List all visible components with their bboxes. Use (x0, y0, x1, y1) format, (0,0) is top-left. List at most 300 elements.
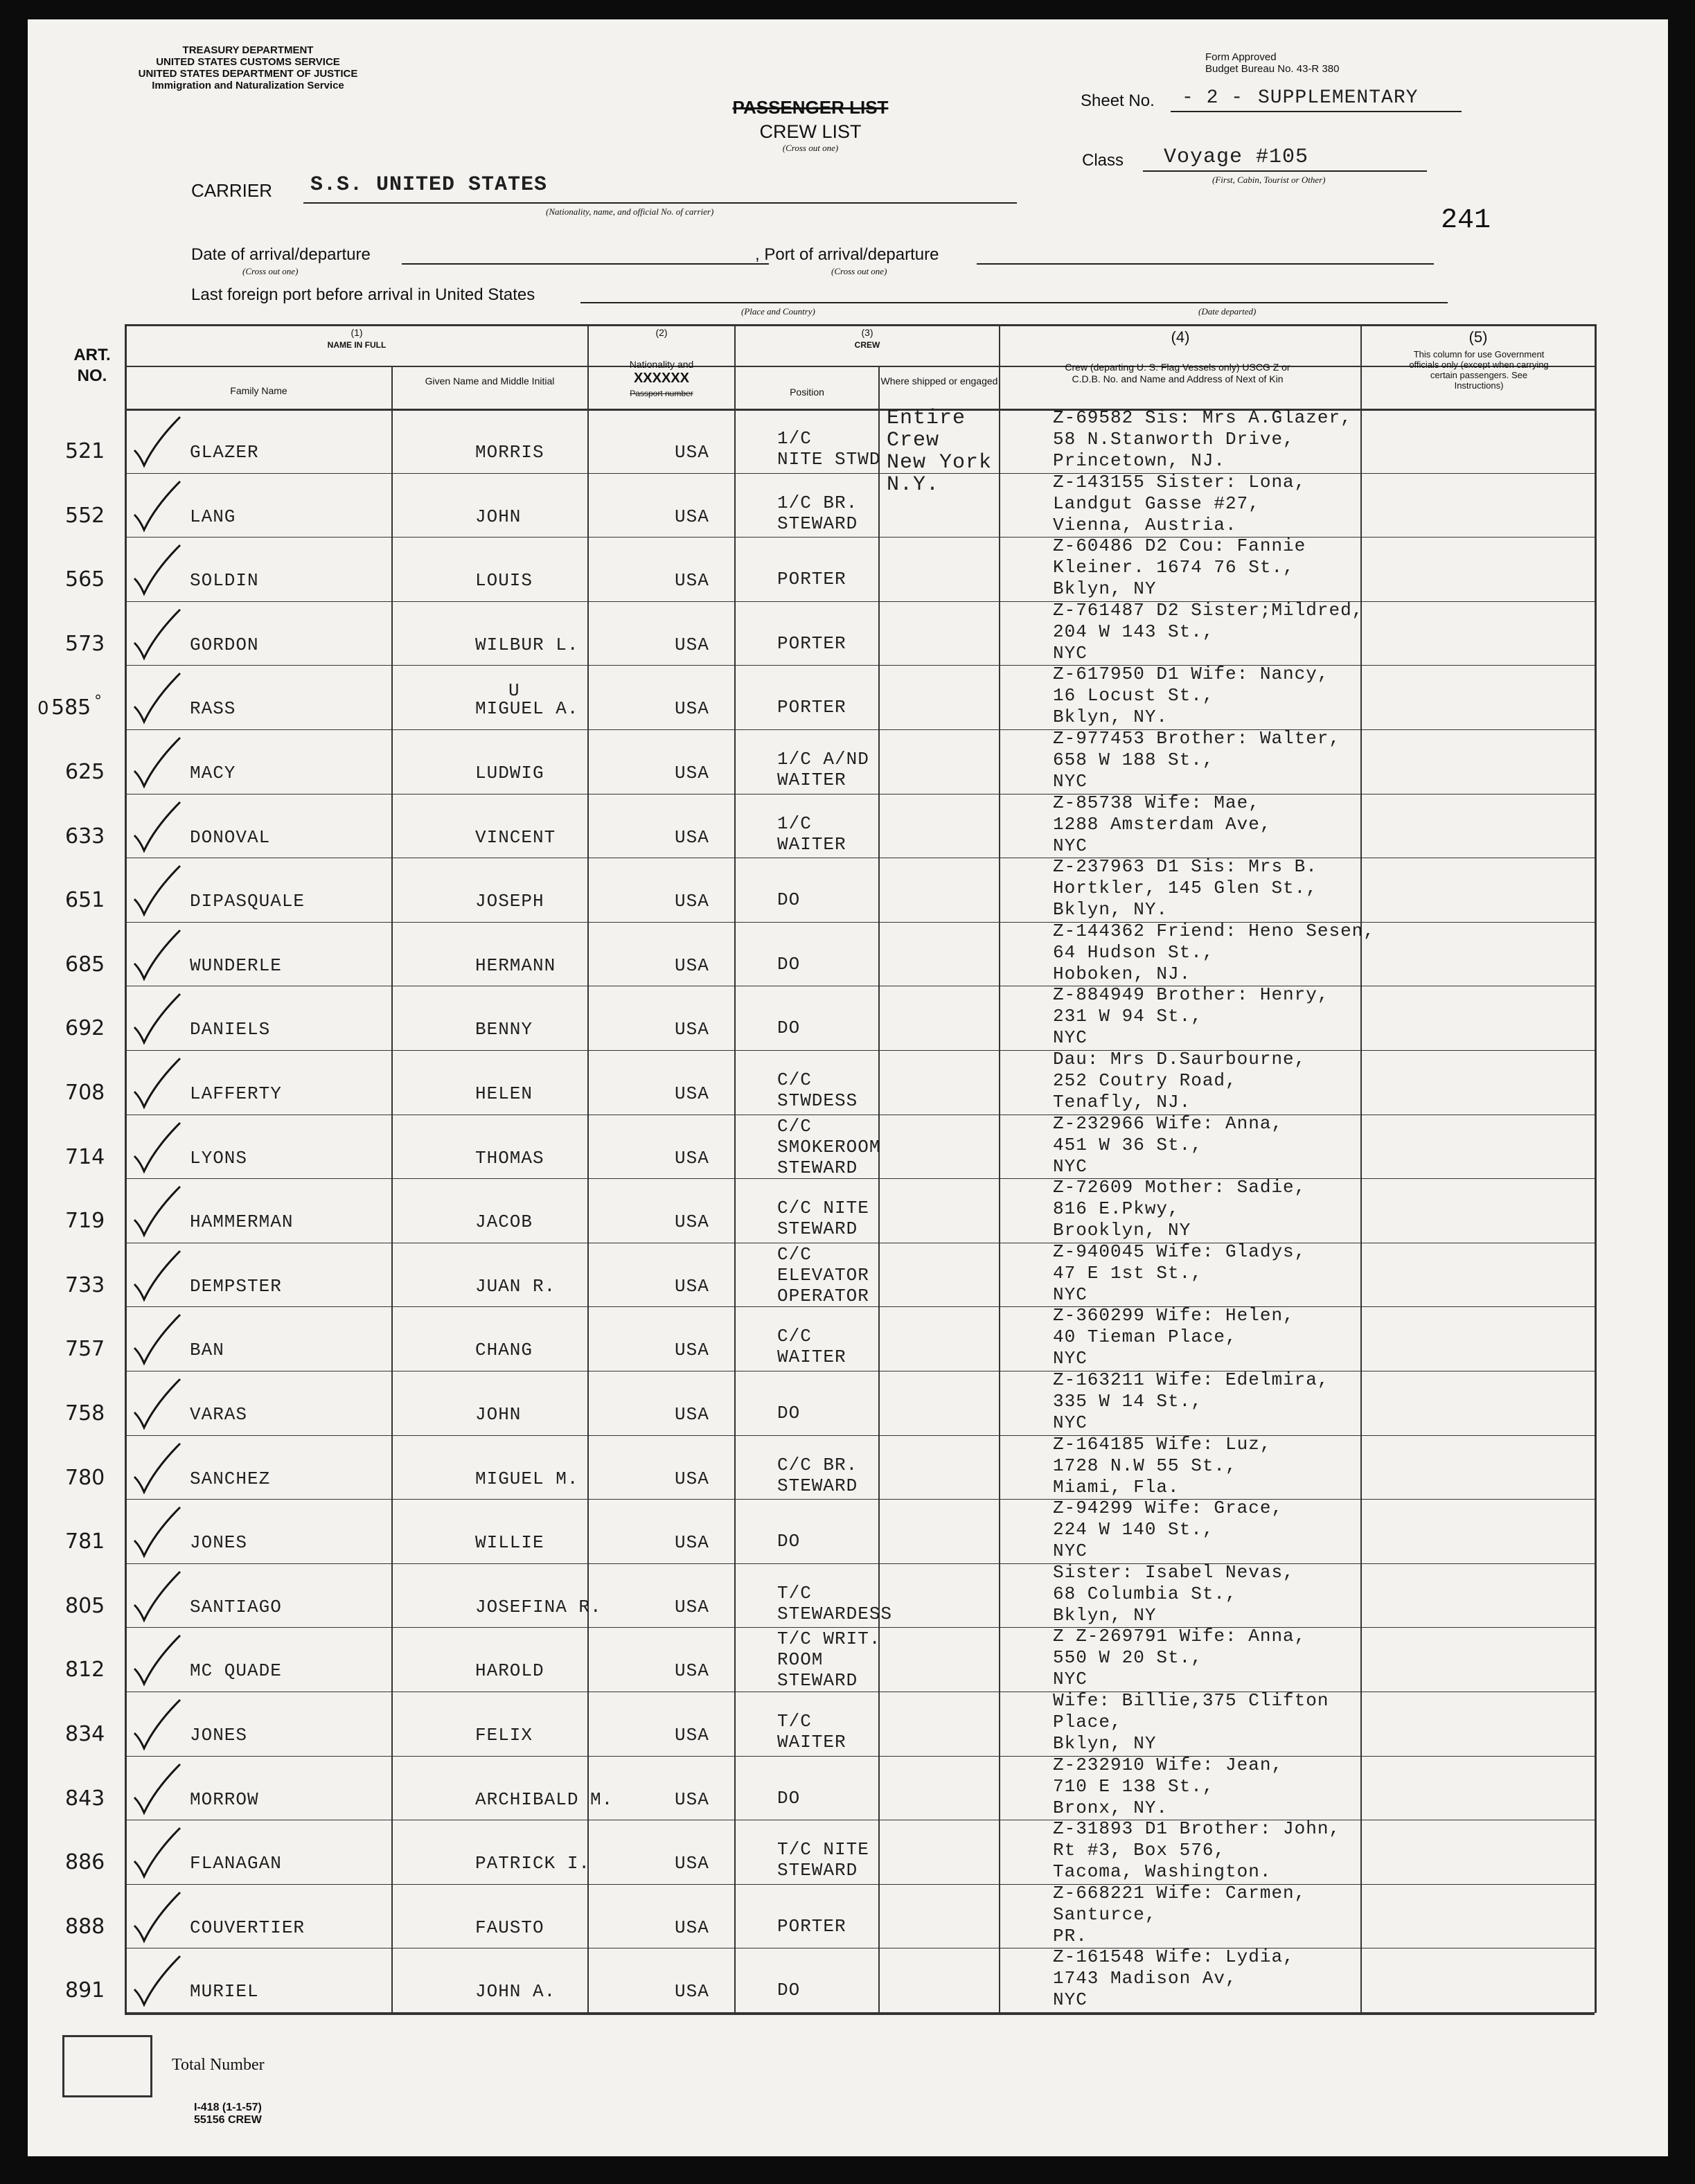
nationality: USA (675, 1660, 709, 1682)
sheet-label: Sheet No. (1081, 91, 1155, 110)
next-of-kin-line: 68 Columbia St., (1053, 1583, 1237, 1604)
nationality: USA (675, 1083, 709, 1104)
family-name: VARAS (190, 1404, 248, 1425)
position-line: T/C (777, 1711, 812, 1732)
next-of-kin-line: Z-143155 Sister: Lona, (1053, 471, 1306, 492)
total-number-label: Total Number (172, 2056, 265, 2074)
next-of-kin (1053, 1113, 1283, 1178)
family-name: WUNDERLE (190, 955, 282, 976)
position-line: STEWARD (777, 513, 858, 534)
next-of-kin-line: Hortkler, 145 Glen St., (1053, 878, 1317, 899)
form-approved (1205, 51, 1339, 75)
art-number: 565 (65, 567, 105, 592)
nationality: USA (675, 1211, 709, 1233)
list-title-block (720, 97, 900, 154)
next-of-kin-line: Wife: Billie,375 Clifton (1053, 1690, 1329, 1711)
art-no-header: ART. NO. (73, 346, 111, 385)
family-name: MC QUADE (190, 1660, 282, 1682)
next-of-kin-line: Z-977453 Brother: Walter, (1053, 728, 1341, 749)
engaged-line: New York (887, 451, 993, 474)
art-number: 714 (65, 1144, 105, 1169)
place-note: (Place and Country) (741, 306, 815, 317)
next-of-kin-line: NYC (1053, 1541, 1088, 1562)
next-of-kin-line: Z-31893 D1 Brother: John, (1053, 1818, 1341, 1840)
crew-list-title: CREW LIST (759, 121, 862, 142)
check-mark-icon (130, 671, 186, 726)
position (777, 1244, 869, 1306)
next-of-kin-line: NYC (1053, 1027, 1088, 1049)
position-line: STWDESS (777, 1090, 858, 1111)
position-header: Position (790, 387, 824, 398)
col2-number: (2) (655, 327, 668, 338)
next-of-kin (1053, 1241, 1306, 1306)
next-of-kin (1053, 407, 1352, 472)
nationality: USA (675, 826, 709, 848)
position (777, 633, 846, 654)
given-name: VINCENT (475, 826, 556, 848)
next-of-kin-line: Z-617950 D1 Wife: Nancy, (1053, 664, 1329, 685)
check-mark-icon (130, 1633, 186, 1688)
nationality: USA (675, 1147, 709, 1169)
given-name: CHANG (475, 1340, 533, 1361)
art-number: 757 (65, 1337, 105, 1362)
position-line: DO (777, 889, 801, 911)
given-name: LUDWIG (475, 763, 544, 783)
given-name: HELEN (475, 1083, 533, 1104)
next-of-kin-line: 231 W 94 St., (1053, 1006, 1203, 1027)
family-name: LAFFERTY (190, 1083, 282, 1104)
family-name-header: Family Name (230, 385, 287, 396)
next-of-kin-line: Tacoma, Washington. (1053, 1861, 1272, 1883)
nationality: USA (675, 698, 709, 720)
given-name: JOSEPH (475, 891, 544, 912)
position (777, 749, 869, 790)
next-of-kin-line: Z Z-269791 Wife: Anna, (1053, 1626, 1306, 1647)
check-mark-icon (130, 479, 186, 534)
position (777, 1018, 800, 1038)
art-number-suffix: ° (94, 693, 102, 711)
next-of-kin-line: Sister: Isabel Nevas, (1053, 1561, 1295, 1583)
art-number-prefix: 0 (37, 698, 49, 720)
nationality: USA (675, 955, 709, 976)
family-name: GORDON (190, 634, 259, 655)
art-number: 843 (65, 1786, 105, 1811)
next-of-kin-line: Z-237963 D1 Sis: Mrs B. (1053, 856, 1317, 878)
next-of-kin (1053, 1498, 1283, 1562)
next-of-kin-line: Bklyn, NY. (1053, 707, 1169, 728)
col5-number: (5) (1468, 328, 1488, 346)
art-number: 891 (65, 1978, 105, 2003)
position-line: PORTER (777, 569, 846, 590)
next-of-kin-line: Z-761487 D2 Sister;Mildred, (1053, 599, 1364, 621)
position (777, 1455, 858, 1496)
given-name: JUAN R. (475, 1275, 556, 1297)
agencies-block (82, 44, 414, 91)
nationality: USA (675, 763, 709, 783)
position-line: NITE STWD (777, 449, 881, 470)
next-of-kin (1053, 1626, 1306, 1690)
check-mark-icon (130, 1312, 186, 1367)
next-of-kin-line: 16 Locust St., (1053, 685, 1214, 707)
position-line: C/C (777, 1326, 812, 1347)
given-name-header: Given Name and Middle Initial (425, 375, 555, 387)
next-of-kin-line: 40 Tieman Place, (1053, 1326, 1237, 1348)
next-of-kin-line: 1743 Madison Av, (1053, 1968, 1237, 1989)
position-line: STEWARDESS (777, 1603, 893, 1624)
form-id-block (194, 2102, 262, 2127)
position-line: WAITER (777, 1347, 846, 1368)
next-of-kin-line: NYC (1053, 1412, 1088, 1433)
next-of-kin-line: 1288 Amsterdam Ave, (1053, 813, 1272, 835)
next-of-kin (1053, 1434, 1271, 1498)
family-name: MORROW (190, 1788, 259, 1810)
art-number: 834 (65, 1722, 105, 1746)
art-number: 585 (51, 695, 91, 720)
sheet-value: - 2 - (1182, 87, 1244, 109)
budget-bureau-line: Budget Bureau No. 43-R 380 (1205, 63, 1340, 75)
next-of-kin-line: Z-884949 Brother: Henry, (1053, 984, 1329, 1006)
family-name: JONES (190, 1532, 248, 1554)
last-port-label: Last foreign port before arrival in United States (191, 285, 535, 304)
class-value: Voyage #105 (1164, 145, 1309, 169)
art-number: 625 (65, 760, 105, 784)
nationality: USA (675, 1853, 709, 1874)
art-number: 651 (65, 888, 105, 913)
col1-number: (1) (350, 327, 363, 338)
cross-out-note: (Cross out one) (782, 143, 839, 153)
nationality: USA (675, 1340, 709, 1361)
nationality: USA (675, 442, 709, 463)
next-of-kin (1053, 1562, 1295, 1626)
date-note: (Cross out one) (242, 266, 299, 276)
art-number: 805 (65, 1593, 105, 1618)
art-number: 573 (65, 631, 105, 656)
date-departed-note: (Date departed) (1198, 306, 1257, 317)
next-of-kin-line: Z-161548 Wife: Lydia, (1053, 1946, 1295, 1968)
class-note: (First, Cabin, Tourist or Other) (1212, 175, 1326, 185)
next-of-kin (1053, 1305, 1295, 1369)
family-name: LYONS (190, 1147, 248, 1169)
family-name: DANIELS (190, 1019, 271, 1040)
position-line: DO (777, 1018, 801, 1039)
check-mark-icon (130, 1056, 186, 1111)
next-of-kin-line: NYC (1053, 1155, 1088, 1177)
next-of-kin (1053, 472, 1306, 536)
position (777, 569, 846, 589)
next-of-kin (1053, 600, 1363, 664)
passenger-list-struck: PASSENGER LIST (732, 97, 889, 118)
position-line: DO (777, 1531, 801, 1552)
next-of-kin-line: Z-60486 D2 Cou: Fannie (1053, 535, 1306, 557)
carrier-label: CARRIER (191, 180, 273, 201)
check-mark-icon (130, 863, 186, 918)
carrier-value: S.S. UNITED STATES (310, 173, 548, 197)
next-of-kin-line: Miami, Fla. (1053, 1476, 1180, 1498)
next-of-kin-line: Z-163211 Wife: Edelmira, (1053, 1369, 1329, 1390)
next-of-kin (1053, 1049, 1306, 1113)
port-label: , Port of arrival/departure (755, 245, 939, 264)
engaged-line: N.Y. (887, 473, 940, 497)
port-note: (Cross out one) (831, 266, 887, 276)
position-line: DO (777, 1980, 801, 2001)
check-mark-icon (130, 1504, 186, 1560)
position (777, 1198, 869, 1239)
nationality: USA (675, 634, 709, 655)
position-line: STEWARD (777, 1218, 858, 1240)
document-page (28, 19, 1668, 2156)
family-name: MACY (190, 763, 236, 783)
position-line: OPERATOR (777, 1285, 869, 1306)
next-of-kin-line: 1728 N.W 55 St., (1053, 1455, 1237, 1476)
family-name: SOLDIN (190, 570, 259, 592)
next-of-kin-line: Landgut Gasse #27, (1053, 492, 1260, 514)
position-line: T/C NITE (777, 1839, 869, 1861)
given-name: WILLIE (475, 1532, 544, 1554)
family-name: DONOVAL (190, 826, 271, 848)
position (777, 954, 800, 975)
next-of-kin-line: Hoboken, NJ. (1053, 963, 1191, 984)
position (777, 1326, 846, 1367)
crew-code: 55156 CREW (194, 2114, 262, 2126)
next-of-kin (1053, 535, 1306, 600)
art-number: 781 (65, 1529, 105, 1554)
next-of-kin-line: Z-360299 Wife: Helen, (1053, 1305, 1295, 1326)
given-name: JOHN (475, 1404, 522, 1425)
given-name: FELIX (475, 1725, 533, 1746)
given-name: PATRICK I. (475, 1853, 591, 1874)
given-name: ARCHIBALD M. (475, 1788, 614, 1810)
check-mark-icon (130, 1120, 186, 1175)
position-line: T/C WRIT. (777, 1628, 881, 1650)
check-mark-icon (130, 607, 186, 662)
next-of-kin (1053, 1177, 1306, 1241)
next-of-kin-line: Z-144362 Friend: Heno Sesen, (1053, 920, 1375, 941)
position (777, 1531, 800, 1552)
next-of-kin-line: Z-69582 Sis: Mrs A.Glazer, (1053, 407, 1352, 428)
next-of-kin-line: Dau: Mrs D.Saurbourne, (1053, 1049, 1306, 1069)
position-line: C/C (777, 1069, 812, 1090)
next-of-kin (1053, 1755, 1283, 1819)
nationality: USA (675, 570, 709, 592)
position-line: C/C (777, 1243, 812, 1265)
next-of-kin (1053, 664, 1329, 728)
date-label: Date of arrival/departure (191, 245, 371, 264)
col1-title: NAME IN FULL (327, 340, 387, 350)
next-of-kin (1053, 792, 1271, 857)
check-mark-icon (130, 927, 186, 983)
check-mark-icon (130, 1248, 186, 1304)
given-name-mark: U (508, 680, 520, 702)
check-mark-icon (130, 1184, 186, 1239)
next-of-kin-line: Bklyn, NY (1053, 1733, 1157, 1754)
family-name: HAMMERMAN (190, 1211, 294, 1233)
next-of-kin (1053, 1690, 1329, 1755)
given-name: JOSEFINA R. (475, 1596, 602, 1617)
position (777, 1788, 800, 1809)
where-engaged-value (887, 407, 992, 496)
next-of-kin-line: Z-164185 Wife: Luz, (1053, 1433, 1272, 1455)
nationality: USA (675, 891, 709, 912)
position (777, 1628, 880, 1691)
position-line: C/C NITE (777, 1198, 869, 1219)
agency-line: UNITED STATES CUSTOMS SERVICE (156, 56, 340, 68)
family-name: SANTIAGO (190, 1596, 282, 1617)
nationality: USA (675, 506, 709, 527)
nationality: USA (675, 1917, 709, 1938)
position-line: STEWARD (777, 1475, 858, 1496)
check-mark-icon (130, 1569, 186, 1624)
next-of-kin-line: Z-668221 Wife: Carmen, (1053, 1882, 1306, 1903)
nationality: USA (675, 1596, 709, 1617)
position-line: STEWARD (777, 1670, 858, 1692)
next-of-kin-line: 47 E 1st St., (1053, 1262, 1203, 1284)
position-line: STEWARD (777, 1860, 858, 1881)
check-mark-icon (130, 799, 186, 855)
total-number-box (62, 2035, 152, 2097)
carrier-note: (Nationality, name, and official No. of carrier) (546, 206, 714, 217)
where-engaged-header: Where shipped or engaged (880, 375, 998, 387)
next-of-kin-line: 58 N.Stanworth Drive, (1053, 429, 1295, 450)
check-mark-icon (130, 1890, 186, 1945)
art-number: 692 (65, 1016, 105, 1041)
nationality: USA (675, 1725, 709, 1746)
check-mark-icon (130, 1825, 186, 1881)
agency-line: TREASURY DEPARTMENT (182, 44, 314, 56)
next-of-kin-line: 550 W 20 St., (1053, 1647, 1203, 1669)
position (777, 813, 846, 855)
position-line: DO (777, 953, 801, 975)
art-number: 708 (65, 1081, 105, 1105)
next-of-kin-line: 335 W 14 St., (1053, 1391, 1203, 1412)
class-label: Class (1082, 151, 1124, 170)
next-of-kin-line: NYC (1053, 1348, 1088, 1369)
position (777, 1711, 846, 1752)
next-of-kin (1053, 856, 1317, 921)
art-number: 780 (65, 1465, 105, 1490)
form-id: I-418 (1-1-57) (194, 2102, 262, 2113)
next-of-kin-line: Z-85738 Wife: Mae, (1053, 792, 1260, 813)
engaged-line: Entire (887, 407, 966, 430)
position-line: SMOKEROOM (777, 1136, 881, 1157)
family-name: LANG (190, 506, 236, 527)
next-of-kin-line: Z-72609 Mother: Sadie, (1053, 1177, 1306, 1198)
next-of-kin-line: 224 W 140 St., (1053, 1519, 1214, 1541)
family-name: COUVERTIER (190, 1917, 305, 1938)
position (777, 492, 858, 534)
given-name: JOHN A. (475, 1981, 556, 2003)
check-mark-icon (130, 414, 186, 470)
family-name: FLANAGAN (190, 1853, 282, 1874)
next-of-kin-line: 64 Hudson St., (1053, 941, 1214, 963)
position-line: 1/C BR. (777, 492, 858, 513)
position-line: ELEVATOR (777, 1264, 869, 1286)
position (777, 1116, 880, 1178)
art-number: 685 (65, 952, 105, 977)
nationality: USA (675, 1981, 709, 2003)
next-of-kin-line: Bronx, NY. (1053, 1797, 1169, 1818)
next-of-kin-line: 816 E.Pkwy, (1053, 1198, 1180, 1220)
art-number: 886 (65, 1850, 105, 1875)
nationality: USA (675, 1532, 709, 1554)
next-of-kin (1053, 1818, 1340, 1883)
position (777, 1583, 892, 1624)
art-number: 552 (65, 503, 105, 528)
next-of-kin-line: NYC (1053, 1284, 1088, 1305)
agency-line: UNITED STATES DEPARTMENT OF JUSTICE (138, 68, 358, 80)
art-number: 812 (65, 1658, 105, 1683)
given-name: JOHN (475, 506, 522, 527)
position (777, 1916, 846, 1937)
next-of-kin (1053, 1946, 1295, 2011)
position-line: T/C (777, 1582, 812, 1604)
position-line: DO (777, 1787, 801, 1809)
family-name: DEMPSTER (190, 1275, 282, 1297)
family-name: JONES (190, 1725, 248, 1746)
next-of-kin-line: Tenafly, NJ. (1053, 1092, 1191, 1112)
next-of-kin-line: Z-232966 Wife: Anna, (1053, 1112, 1284, 1134)
col2-struck-text: XXXXXX (633, 371, 690, 386)
position (777, 1069, 858, 1111)
next-of-kin-line: Princetown, NJ. (1053, 450, 1226, 471)
position-line: C/C BR. (777, 1454, 858, 1475)
position (777, 428, 880, 470)
position-line: WAITER (777, 1732, 846, 1752)
nationality: USA (675, 1404, 709, 1425)
position (777, 1839, 869, 1881)
form-approved-line: Form Approved (1205, 51, 1277, 63)
next-of-kin (1053, 984, 1329, 1049)
check-mark-icon (130, 1761, 186, 1817)
next-of-kin-line: Rt #3, Box 576, (1053, 1840, 1226, 1861)
agency-line: Immigration and Naturalization Service (152, 80, 344, 91)
col2-title: Nationality and (629, 359, 694, 370)
given-name: HERMANN (475, 955, 556, 976)
next-of-kin-line: 710 E 138 St., (1053, 1775, 1214, 1797)
nationality: USA (675, 1275, 709, 1297)
given-name: LOUIS (475, 570, 533, 592)
next-of-kin-line: NYC (1053, 835, 1088, 856)
position-line: WAITER (777, 833, 846, 855)
family-name: SANCHEZ (190, 1468, 271, 1489)
next-of-kin-line: NYC (1053, 642, 1088, 664)
family-name: BAN (190, 1340, 224, 1361)
check-mark-icon (130, 542, 186, 598)
next-of-kin-line: 252 Coutry Road, (1053, 1070, 1237, 1091)
check-mark-icon (130, 1441, 186, 1496)
next-of-kin (1053, 1369, 1329, 1434)
next-of-kin-line: Place, (1053, 1712, 1122, 1732)
position-line: PORTER (777, 632, 846, 654)
position-line: STEWARD (777, 1157, 858, 1178)
family-name: RASS (190, 698, 236, 720)
position-line: WAITER (777, 770, 846, 790)
position (777, 889, 800, 910)
next-of-kin-line: NYC (1053, 771, 1088, 792)
check-mark-icon (130, 991, 186, 1047)
next-of-kin-line: Kleiner. 1674 76 St., (1053, 557, 1295, 578)
given-name: MIGUEL M. (475, 1468, 579, 1489)
next-of-kin-line: NYC (1053, 1989, 1088, 2011)
position-line: 1/C A/ND (777, 749, 869, 770)
col3-number: (3) (861, 327, 873, 338)
engaged-line: Crew (887, 429, 940, 452)
position (777, 1403, 800, 1423)
supplementary-mark: SUPPLEMENTARY (1258, 87, 1419, 109)
position-line: ROOM (777, 1649, 824, 1671)
next-of-kin-line: 451 W 36 St., (1053, 1134, 1203, 1155)
given-name: MIGUEL A. (475, 698, 579, 720)
col5-title: This column for use Government officials only (except when carrying certain passengers. See Instructions) (1409, 349, 1549, 391)
